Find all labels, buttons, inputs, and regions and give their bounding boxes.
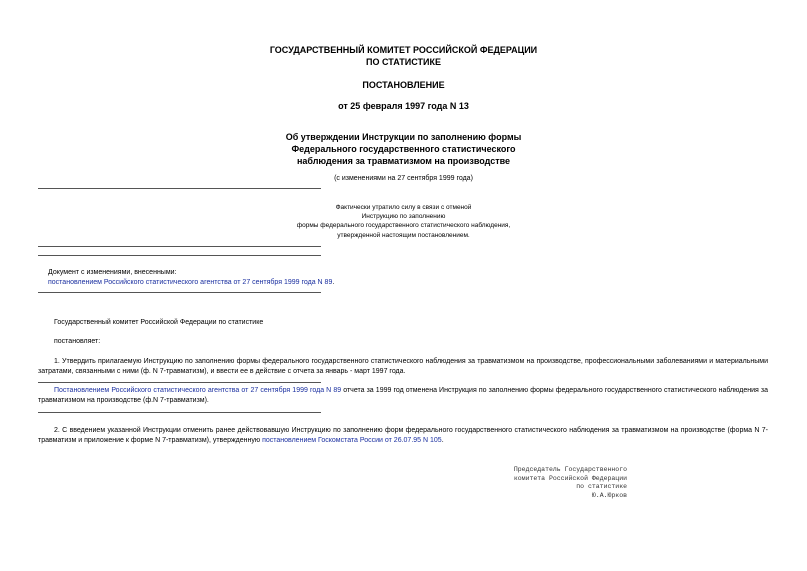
divider [38,412,321,413]
signature-block [514,466,627,500]
amendment-note [38,386,768,406]
item-2-end: . [441,437,444,444]
signature-line3: по статистике [576,483,627,490]
amendment-note-link[interactable]: Постановлением Российского статистического агентства от 27 сентября 1999 года N 89 [54,387,342,394]
divider [38,382,321,383]
notice-line3: формы федерального государственного статистического наблюдения, [296,222,511,229]
notice-line1: Фактически утратило силу в связи с отменой [335,204,472,211]
signature-line1: Председатель Государственного [513,466,627,473]
item-2-text: 2. С введением указанной Инструкции отменить ранее действовавшую Инструкцию по заполнению форм федерального государственного статистического наблюдения за травматизмом на производстве (форма N 7-травматизм и приложение к форме N 7-травматизм), утвержденную [38,427,768,444]
doc-title-line3: наблюдения за травматизмом на производстве [296,156,511,166]
doc-date: от 25 февраля 1997 года N 13 [338,101,469,111]
doc-title-line2: Федерального государственного статистического [291,144,516,154]
divider [38,246,321,247]
changes-intro: Документ с изменениями, внесенными: [48,269,177,276]
notice-line4: утвержденной настоящим постановлением. [337,232,470,239]
signature-line2: комитета Российской Федерации [513,474,627,482]
item-1: 1. Утвердить прилагаемую Инструкцию по заполнению формы федерального государственного статистического наблюдения за травматизмом на производстве, профессиональными заболеваниями и материальными затратами, связанными с ними (ф. N 7-травматизм), и ввести ее в действие с отчета за январь - март 1997 года. [38,358,768,375]
amendments-note: (с изменениями на 27 сентября 1999 года) [334,175,473,182]
item-2 [38,426,768,446]
changes-line [48,278,334,287]
org-name-line2: ПО СТАТИСТИКЕ [366,57,441,67]
decrees-line: постановляет: [54,338,101,345]
amendment-note-text: отчета за 1999 год отменена Инструкция по заполнению формы федерального государственного статистического наблюдения за травматизмом на производстве (ф.N 7-травматизм). [38,387,768,404]
item-2-link[interactable]: постановлением Госкомстата России от 26.07.95 N 105 [262,437,442,444]
divider [38,292,321,293]
changes-trailing: . [332,279,335,286]
doc-type: ПОСТАНОВЛЕНИЕ [362,80,445,90]
doc-title-line1: Об утверждении Инструкции по заполнению формы [285,132,522,142]
committee-line: Государственный комитет Российской Федерации по статистике [54,319,264,326]
changes-link[interactable]: постановлением Российского статистического агентства от 27 сентября 1999 года N 89 [48,279,333,286]
org-name-line1: ГОСУДАРСТВЕННЫЙ КОМИТЕТ РОССИЙСКОЙ ФЕДЕРАЦИИ [269,45,538,55]
divider [38,255,321,256]
signature-name: Ю.А.Юрков [591,491,627,499]
notice-line2: Инструкцию по заполнению [361,213,446,220]
divider [38,188,321,189]
